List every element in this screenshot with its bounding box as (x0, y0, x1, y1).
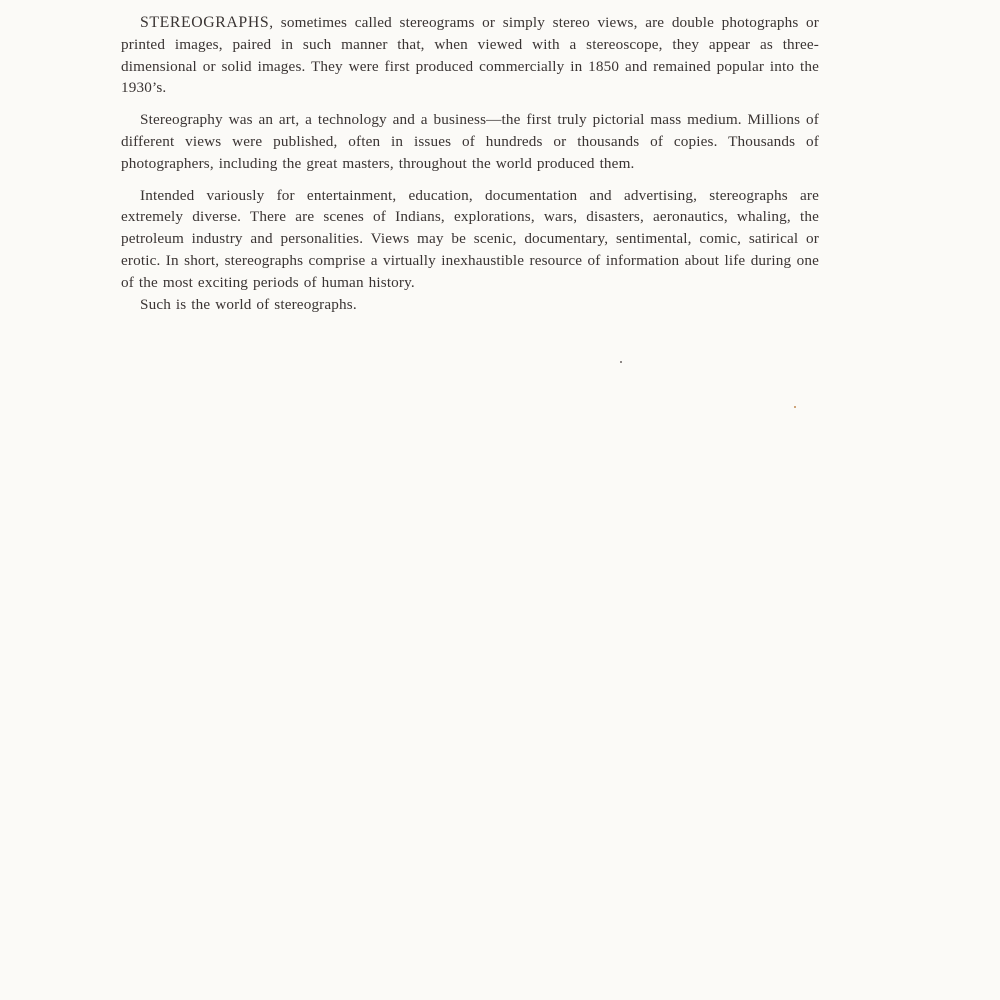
paragraph-1 (121, 12, 819, 99)
paragraph-4 (121, 294, 819, 316)
paragraph-2 (121, 109, 819, 174)
paragraph-3 (121, 185, 819, 294)
paper-speck (794, 406, 796, 408)
paragraph-1-text: , sometimes called stereograms or simply stereo views, are double photographs or printed images, paired in such manner that, when viewed with a stereoscope, they appear as three-dimensional or solid images. They were first produced commercially in 1850 and remained popular into the 1930’s. (121, 14, 819, 97)
paragraph-4-text: Such is the world of stereographs. (140, 295, 357, 313)
lead-term: STEREOGRAPHS (140, 14, 270, 31)
paper-speck (620, 361, 622, 363)
paragraph-3-text: Intended variously for entertainment, education, documentation and advertising, stereographs are extremely diverse. There are scenes of Indians, explorations, wars, disasters, aeronautics, whaling, the petroleum industry and personalities. Views may be scenic, documentary, sentimental, comic, satirical or erotic. In short, stereographs comprise a virtually inexhaustible resource of information about life during one of the most exciting periods of human history. (121, 186, 819, 291)
body-text (121, 12, 819, 325)
paragraph-2-text: Stereography was an art, a technology and a business—the first truly pictorial mass medium. Millions of different views were published, often in issues of hundreds or thousands of copies. Thousands of photographers, including the great masters, throughout the world produced them. (121, 111, 819, 172)
